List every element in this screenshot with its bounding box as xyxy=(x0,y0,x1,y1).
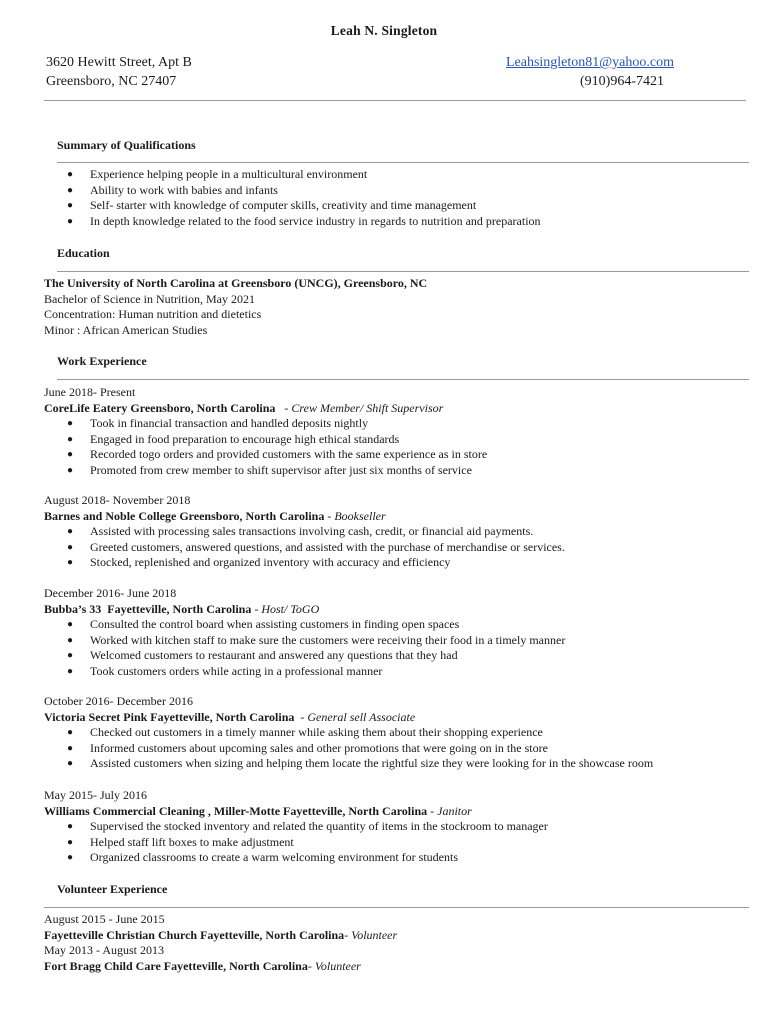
email-link[interactable]: Leahsingleton81@yahoo.com xyxy=(505,55,674,70)
bullet-item xyxy=(44,725,744,741)
summary-section xyxy=(44,167,744,229)
volunteer-org-line xyxy=(44,928,744,944)
bullet-text: Took customers orders while acting in a professional manner xyxy=(90,663,383,678)
bullet-text: Consulted the control board when assisting customers in finding open spaces xyxy=(90,617,460,631)
bullet-icon: ● xyxy=(67,433,74,445)
summary-list xyxy=(44,167,744,229)
bullet-item xyxy=(44,432,744,448)
bullet-text: Engaged in food preparation to encourage high ethical standards xyxy=(90,431,400,446)
bullet-item xyxy=(44,540,744,556)
bullet-text: Supervised the stocked inventory and related the quantity of items in the stockroom to manager xyxy=(90,819,548,833)
bullet-item xyxy=(44,633,744,649)
header-divider xyxy=(44,100,746,101)
bullet-icon: ● xyxy=(67,184,74,196)
volunteer-role: Volunteer xyxy=(314,958,361,973)
separator: - xyxy=(324,508,335,523)
education-section xyxy=(44,276,744,338)
school-name: The University of North Carolina at Greensboro (UNCG), Greensboro, NC xyxy=(44,276,428,290)
concentration: Concentration: Human nutrition and dietetics xyxy=(44,307,262,321)
job-dates: May 2015- July 2016 xyxy=(44,788,147,802)
volunteer-org: Fayetteville Christian Church Fayetteville, North Carolina xyxy=(44,927,345,942)
bullet-icon: ● xyxy=(67,449,74,460)
job-bullets xyxy=(44,617,744,679)
bullet-item xyxy=(44,214,744,230)
volunteer-org: Fort Bragg Child Care Fayetteville, North Carolina xyxy=(44,958,308,973)
job-title-line xyxy=(44,804,744,820)
summary-heading: Summary of Qualifications xyxy=(57,138,196,152)
employer: Williams Commercial Cleaning , Miller-Motte Fayetteville, North Carolina xyxy=(44,803,428,818)
bullet-icon: ● xyxy=(67,464,74,476)
job-title-line xyxy=(44,509,744,525)
bullet-text: Worked with kitchen staff to make sure the customers were receiving their food in a timely manner xyxy=(90,632,566,647)
bullet-icon: ● xyxy=(67,169,74,180)
bullet-item xyxy=(44,524,744,540)
bullet-icon: ● xyxy=(67,650,74,661)
bullet-item xyxy=(44,617,744,633)
bullet-text: Helped staff lift boxes to make adjustment xyxy=(90,834,294,849)
bullet-icon: ● xyxy=(67,541,74,553)
job-entry xyxy=(44,788,744,866)
summary-divider xyxy=(57,162,749,163)
work-divider xyxy=(57,379,749,380)
bullet-item xyxy=(44,167,744,183)
bullet-icon: ● xyxy=(67,665,74,677)
job-role: Host/ ToGO xyxy=(261,601,320,616)
job-bullets xyxy=(44,416,744,478)
volunteer-heading: Volunteer Experience xyxy=(57,882,168,896)
bullet-item xyxy=(44,741,744,757)
job-dates: June 2018- Present xyxy=(44,385,136,399)
job-title-line xyxy=(44,710,744,726)
job-role: General sell Associate xyxy=(307,709,416,724)
volunteer-dates: May 2013 - August 2013 xyxy=(44,943,164,957)
separator: - xyxy=(294,709,308,724)
job-bullets xyxy=(44,725,744,772)
separator: - xyxy=(344,927,352,942)
employer: Bubba’s 33 Fayetteville, North Carolina xyxy=(44,601,252,616)
employer: Victoria Secret Pink Fayetteville, North Carolina xyxy=(44,709,295,724)
bullet-item xyxy=(44,648,744,664)
bullet-text: Assisted with processing sales transactions involving cash, credit, or financial aid payments. xyxy=(90,524,534,538)
bullet-icon: ● xyxy=(67,742,74,754)
job-bullets xyxy=(44,524,744,571)
job-dates: August 2018- November 2018 xyxy=(44,493,191,507)
job-role: Crew Member/ Shift Supervisor xyxy=(291,400,444,415)
volunteer-section xyxy=(44,912,744,974)
job-title-line xyxy=(44,602,744,618)
bullet-text: Checked out customers in a timely manner while asking them about their shopping experience xyxy=(90,725,543,739)
bullet-icon: ● xyxy=(67,200,74,211)
work-heading: Work Experience xyxy=(57,354,147,368)
job-entry xyxy=(44,493,744,571)
bullet-icon: ● xyxy=(67,836,74,848)
bullet-icon: ● xyxy=(67,852,74,863)
separator: - xyxy=(307,958,315,973)
bullet-icon: ● xyxy=(67,758,74,769)
separator: - xyxy=(427,803,438,818)
volunteer-role: Volunteer xyxy=(351,927,398,942)
volunteer-org-line xyxy=(44,959,744,975)
bullet-item xyxy=(44,416,744,432)
bullet-icon: ● xyxy=(67,215,74,227)
bullet-icon: ● xyxy=(67,821,74,832)
education-divider xyxy=(57,271,749,272)
bullet-icon: ● xyxy=(67,418,74,429)
employer: Barnes and Noble College Greensboro, North Carolina xyxy=(44,508,325,523)
bullet-text: Greeted customers, answered questions, and assisted with the purchase of merchandise or services. xyxy=(90,539,565,554)
education-heading: Education xyxy=(57,246,110,260)
bullet-icon: ● xyxy=(67,727,74,738)
bullet-text: Organized classrooms to create a warm welcoming environment for students xyxy=(90,850,458,864)
address-line-2: Greensboro, NC 27407 xyxy=(46,74,177,89)
bullet-text: Welcomed customers to restaurant and answered any questions that they had xyxy=(90,648,458,662)
bullet-text: Experience helping people in a multicultural environment xyxy=(90,167,368,181)
minor: Minor : African American Studies xyxy=(44,322,208,337)
bullet-item xyxy=(44,555,744,571)
bullet-item xyxy=(44,198,744,214)
job-entry xyxy=(44,586,744,679)
degree: Bachelor of Science in Nutrition, May 2021 xyxy=(44,291,255,306)
bullet-text: Took in financial transaction and handled deposits nightly xyxy=(90,416,369,430)
bullet-item xyxy=(44,447,744,463)
phone-number: (910)964-7421 xyxy=(580,74,664,89)
bullet-item xyxy=(44,819,744,835)
job-role: Bookseller xyxy=(334,508,386,523)
separator: - xyxy=(251,601,262,616)
bullet-text: Informed customers about upcoming sales and other promotions that were going on in the store xyxy=(90,740,548,755)
job-dates: October 2016- December 2016 xyxy=(44,694,193,708)
bullet-item xyxy=(44,664,744,680)
bullet-item xyxy=(44,850,744,866)
applicant-name: Leah N. Singleton xyxy=(330,23,438,38)
job-entry xyxy=(44,694,744,772)
bullet-text: Recorded togo orders and provided customers with the same experience as in store xyxy=(90,447,488,461)
job-entry xyxy=(44,385,744,478)
volunteer-divider xyxy=(44,907,749,908)
job-bullets xyxy=(44,819,744,866)
bullet-text: Ability to work with babies and infants xyxy=(90,182,278,197)
bullet-item xyxy=(44,463,744,479)
job-role: Janitor xyxy=(437,803,472,818)
bullet-item xyxy=(44,756,744,772)
bullet-text: Assisted customers when sizing and helping them locate the rightful size they were looking for in the showcase room xyxy=(90,756,654,770)
bullet-text: Promoted from crew member to shift supervisor after just six months of service xyxy=(90,462,472,477)
bullet-text: In depth knowledge related to the food service industry in regards to nutrition and preparation xyxy=(90,213,541,228)
employer: CoreLife Eatery Greensboro, North Carolina xyxy=(44,400,276,415)
bullet-icon: ● xyxy=(67,557,74,568)
bullet-text: Self- starter with knowledge of computer skills, creativity and time management xyxy=(90,198,477,212)
volunteer-dates: August 2015 - June 2015 xyxy=(44,912,165,926)
bullet-item xyxy=(44,835,744,851)
bullet-icon: ● xyxy=(67,526,74,537)
address-line-1: 3620 Hewitt Street, Apt B xyxy=(46,55,192,70)
bullet-icon: ● xyxy=(67,619,74,630)
job-title-line xyxy=(44,401,744,417)
separator: - xyxy=(275,400,292,415)
bullet-icon: ● xyxy=(67,634,74,646)
job-dates: December 2016- June 2018 xyxy=(44,586,177,600)
bullet-text: Stocked, replenished and organized inventory with accuracy and efficiency xyxy=(90,555,451,569)
bullet-item xyxy=(44,183,744,199)
